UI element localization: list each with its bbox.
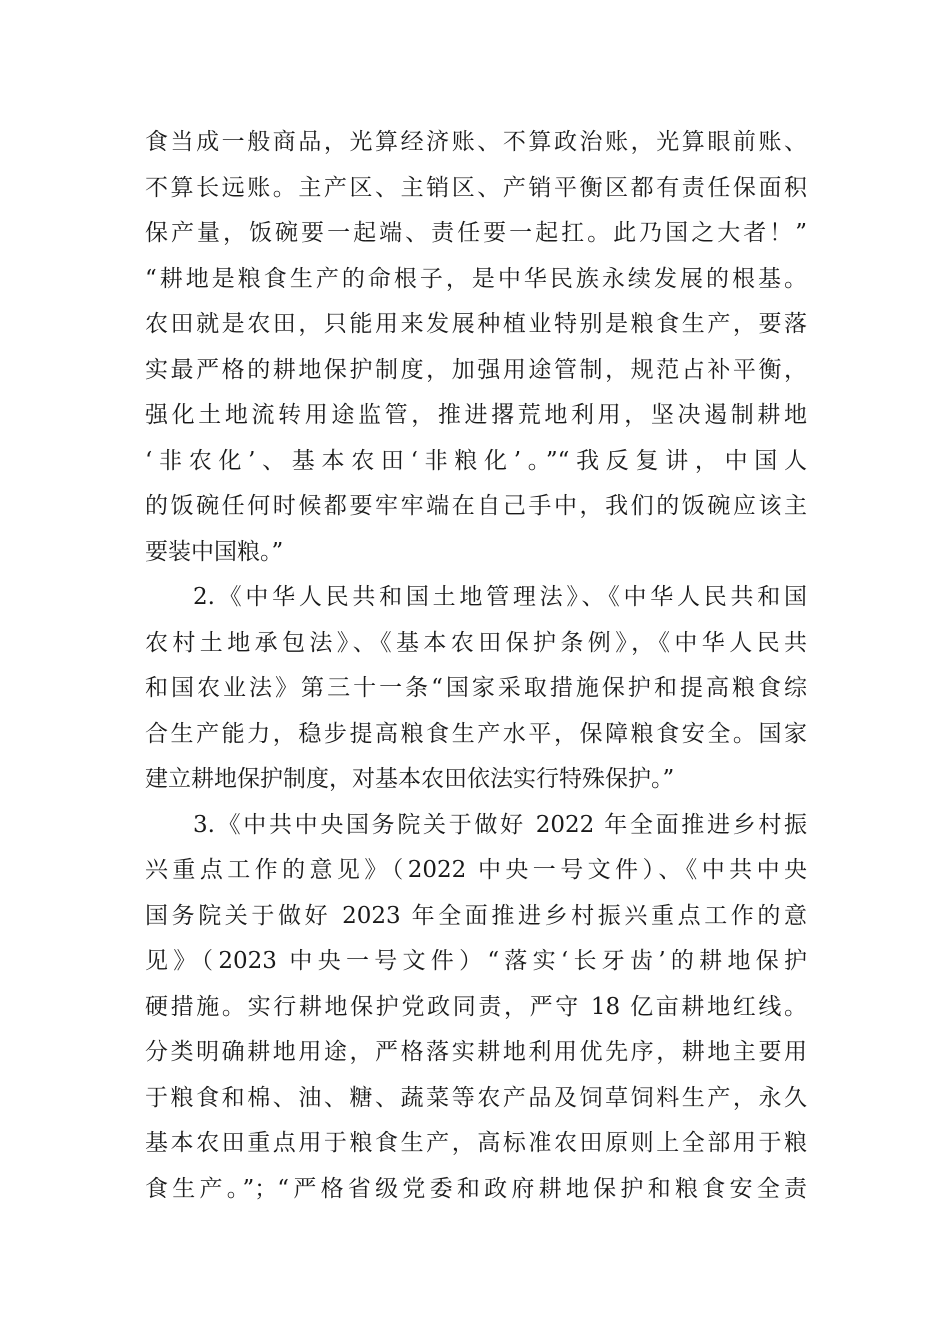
- text-line: 2.《中华人民共和国土地管理法》、《中华人民共和国: [193, 584, 807, 610]
- text-line: 农田就是农田，只能用来发展种植业特别是粮食生产，要落: [145, 311, 807, 337]
- text-line: 于粮食和棉、油、糖、蔬菜等农产品及饲草饲料生产，永久: [145, 1084, 807, 1111]
- text-line: 不算长远账。主产区、主销区、产销平衡区都有责任保面积: [145, 174, 807, 201]
- text-line: 基本农田重点用于粮食生产，高标准农田原则上全部用于粮: [145, 1130, 807, 1156]
- text-line: 硬措施。实行耕地保护党政同责，严守 18 亿亩耕地红线。: [145, 993, 807, 1020]
- text-line: 兴重点工作的意见》（2022 中央一号文件）、《中共中央: [145, 857, 807, 883]
- text-line: 3.《中共中央国务院关于做好 2022 年全面推进乡村振: [193, 811, 807, 838]
- text-line: 分类明确耕地用途，严格落实耕地利用优先序，耕地主要用: [145, 1039, 807, 1065]
- text-line: 合生产能力，稳步提高粮食生产水平，保障粮食安全。国家: [145, 720, 807, 747]
- text-line: 农村土地承包法》、《基本农田保护条例》，《中华人民共: [145, 629, 807, 656]
- text-line: ‘非农化’、基本农田‘非粮化’。”“我反复讲，中国人: [145, 447, 807, 474]
- text-line: 保产量，饭碗要一起端、责任要一起扛。此乃国之大者！”: [145, 220, 807, 246]
- text-line: 实最严格的耕地保护制度，加强用途管制，规范占补平衡，: [145, 356, 807, 383]
- text-line: 和国农业法》第三十一条“国家采取措施保护和提高粮食综: [145, 675, 807, 701]
- text-line: 食生产。”；“严格省级党委和政府耕地保护和粮食安全责: [145, 1175, 807, 1202]
- text-line: 要装中国粮。”: [145, 538, 284, 565]
- text-line: 食当成一般商品，光算经济账、不算政治账，光算眼前账、: [145, 129, 807, 155]
- text-line: 强化土地流转用途监管，推进撂荒地利用，坚决遏制耕地: [145, 402, 807, 428]
- document-body: [145, 120, 807, 1212]
- text-line: 见》（2023 中央一号文件）“落实‘长牙齿’的耕地保护: [145, 948, 807, 974]
- text-line: “耕地是粮食生产的命根子，是中华民族永续发展的根基。: [145, 265, 807, 292]
- text-line: 建立耕地保护制度，对基本农田依法实行特殊保护。”: [145, 766, 675, 792]
- text-line: 的饭碗任何时候都要牢牢端在自己手中，我们的饭碗应该主: [145, 493, 807, 519]
- text-line: 国务院关于做好 2023 年全面推进乡村振兴重点工作的意: [145, 902, 807, 929]
